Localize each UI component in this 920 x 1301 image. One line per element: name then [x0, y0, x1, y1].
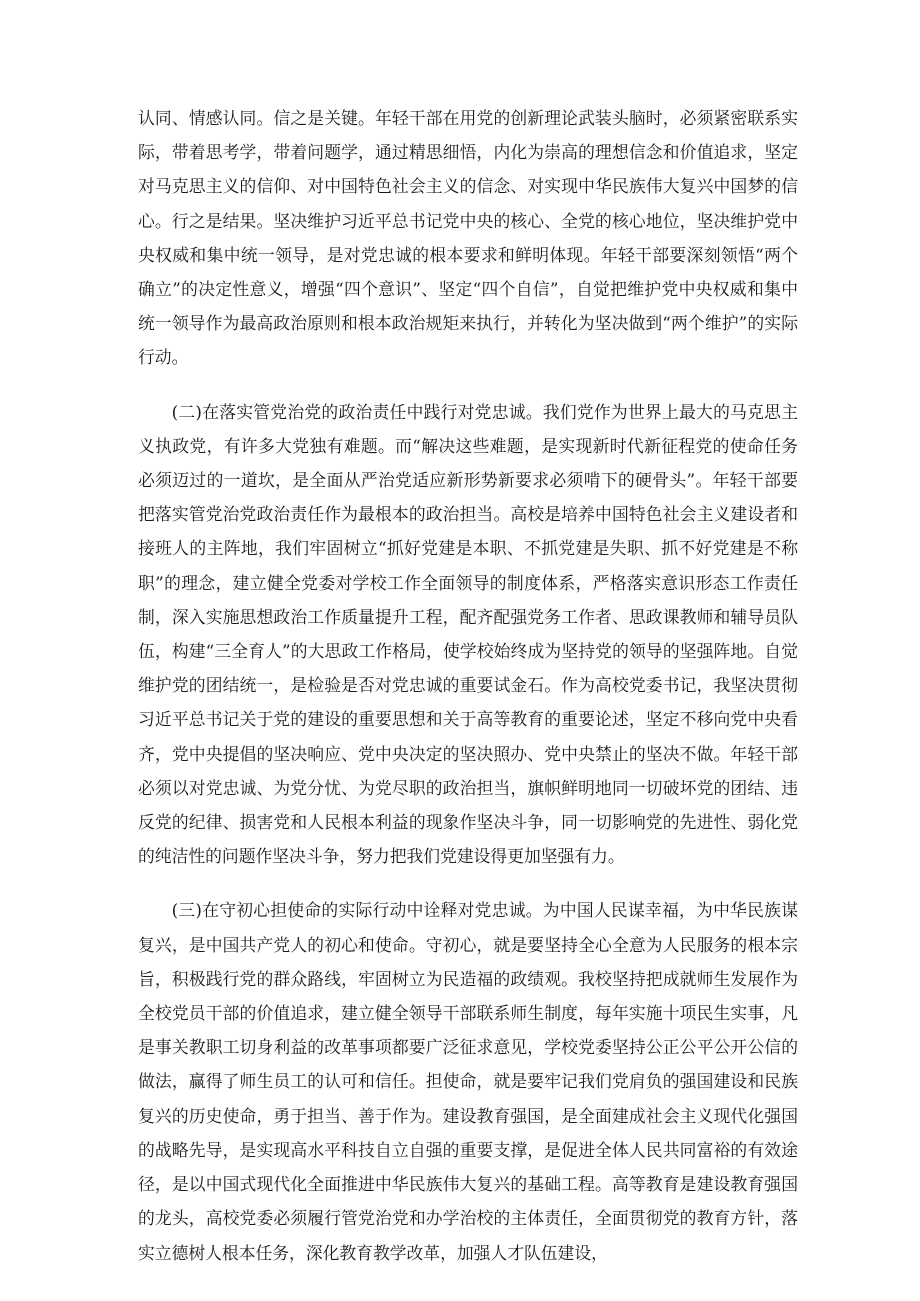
paragraph-gap — [138, 873, 798, 893]
paragraph-3: (三)在守初心担使命的实际行动中诠释对党忠诚。为中国人民谋幸福，为中华民族谋复兴，是中国共产党人的初心和使命。守初心，就是要坚持全心全意为人民服务的根本宗旨，积极践行党的群众路线，牢固树立为民造福的政绩观。我校坚持把成就师生发展作为全校党员干部的价值追求，建立健全领导干部联系师生制度，每年实施十项民生实事，凡是事关教职工切身利益的改革事项都要广泛征求意见，学校党委坚持公正公平公开公信的做法，赢得了师生员工的认可和信任。担使命，就是要牢记我们党肩负的强国建设和民族复兴的历史使命，勇于担当、善于作为。建设教育强国，是全面建成社会主义现代化强国的战略先导，是实现高水平科技自立自强的重要支撑，是促进全体人民共同富裕的有效途径，是以中国式现代化全面推进中华民族伟大复兴的基础工程。高等教育是建设教育强国的龙头，高校党委必须履行管党治党和办学治校的主体责任，全面贯彻党的教育方针，落实立德树人根本任务，深化教育教学改革，加强人才队伍建设， — [138, 900, 798, 1263]
paragraph-2: (二)在落实管党治党的政治责任中践行对党忠诚。我们党作为世界上最大的马克思主义执政党，有许多大党独有难题。而“解决这些难题，是实现新时代新征程党的使命任务必须迈过的一道坎，是全面从严治党适应新形势新要求必须啃下的硬骨头”。年轻干部要把落实管党治党政治责任作为最根本的政治担当。高校是培养中国特色社会主义建设者和接班人的主阵地，我们牢固树立“抓好党建是本职、不抓党建是失职、抓不好党建是不称职”的理念，建立健全党委对学校工作全面领导的制度体系，严格落实意识形态工作责任制，深入实施思想政治工作质量提升工程，配齐配强党务工作者、思政课教师和辅导员队伍，构建“三全育人”的大思政工作格局，使学校始终成为坚持党的领导的坚强阵地。自觉维护党的团结统一，是检验是否对党忠诚的重要试金石。作为高校党委书记，我坚决贯彻习近平总书记关于党的建设的重要思想和关于高等教育的重要论述，坚定不移向党中央看齐，党中央提倡的坚决响应、党中央决定的坚决照办、党中央禁止的坚决不做。年轻干部必须以对党忠诚、为党分忧、为党尽职的政治担当，旗帜鲜明地同一切破坏党的团结、违反党的纪律、损害党和人民根本利益的现象作坚决斗争，同一切影响党的先进性、弱化党的纯洁性的问题作坚决斗争，努力把我们党建设得更加坚强有力。 — [138, 401, 798, 867]
paragraph-gap — [138, 375, 798, 395]
paragraph-1: 认同、情感认同。信之是关键。年轻干部在用党的创新理论武装头脑时，必须紧密联系实际，带着思考学，带着问题学，通过精思细悟，内化为崇高的理想信念和价值追求，坚定对马克思主义的信仰、对中国特色社会主义的信念、对实现中华民族伟大复兴中国梦的信心。行之是结果。坚决维护习近平总书记党中央的核心、全党的核心地位，坚决维护党中央权威和集中统一领导，是对党忠诚的根本要求和鲜明体现。年轻干部要深刻领悟“两个确立”的决定性意义，增强“四个意识”、坚定“四个自信”，自觉把维护党中央权威和集中统一领导作为最高政治原则和根本政治规矩来执行，并转化为坚决做到“两个维护”的实际行动。 — [138, 108, 798, 368]
document-body — [138, 101, 798, 1270]
